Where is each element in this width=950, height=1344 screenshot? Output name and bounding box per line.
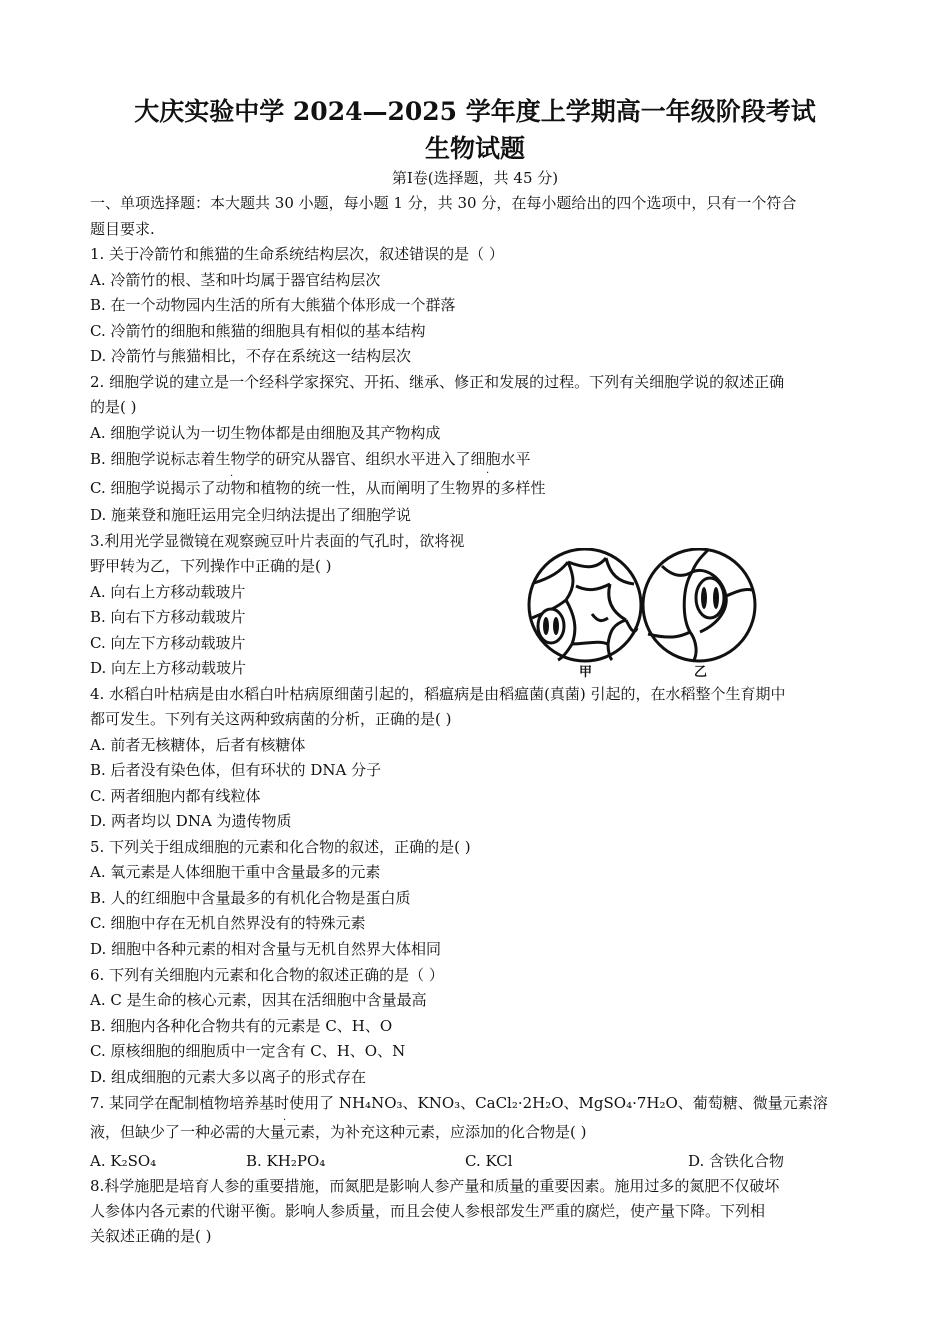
question-6-option-d: D. 组成细胞的元素大多以离子的形式存在 [90,1068,367,1086]
question-2-option-b: B. 细胞学说标志着生物学的研究从器官、组织水平进入了细胞水平 [90,450,531,468]
question-7-stem-cont: 液，但缺少了一种必需的大量元素，为补充这种元素，应添加的化合物是( ) [90,1123,587,1141]
question-3-option-d: D. 向左上方移动载玻片 [90,659,247,677]
question-7-option-d: D. 含铁化合物 [688,1152,785,1170]
question-5-stem: 5. 下列关于组成细胞的元素和化合物的叙述，正确的是( ) [90,838,471,856]
question-7-option-b: B. KH₂PO₄ [246,1152,326,1170]
part-label: 第Ⅰ卷(选择题，共 45 分) [391,169,559,187]
question-1-option-b: B. 在一个动物园内生活的所有大熊猫个体形成一个群落 [90,296,456,314]
question-4-option-a: A. 前者无核糖体，后者有核糖体 [90,736,306,754]
question-5-option-a: A. 氧元素是人体细胞干重中含量最多的元素 [90,863,381,881]
question-3-option-c: C. 向左下方移动载玻片 [90,634,246,652]
question-8-stem: 8.科学施肥是培育人参的重要措施，而氮肥是影响人参产量和质量的重要因素。施用过多的氮肥不仅破坏 [90,1177,780,1195]
question-4-option-d: D. 两者均以 DNA 为遗传物质 [90,812,292,830]
question-5-option-d: D. 细胞中各种元素的相对含量与无机自然界大体相同 [90,940,442,958]
emphasis-dot: · [486,468,490,479]
question-2-stem: 2. 细胞学说的建立是一个经科学家探究、开拓、继承、修正和发展的过程。下列有关细胞学说的叙述正确 [90,373,785,391]
question-5-option-c: C. 细胞中存在无机自然界没有的特殊元素 [90,914,366,932]
stoma-large-icon [696,578,724,618]
question-3-stem-cont: 野甲转为乙，下列操作中正确的是( ) [90,557,332,575]
question-6-stem: 6. 下列有关细胞内元素和化合物的叙述正确的是（ ） [90,966,444,984]
figure-label-jia: 甲 [579,665,593,680]
question-1-stem: 1. 关于冷箭竹和熊猫的生命系统结构层次，叙述错误的是（ ） [90,245,504,263]
question-3-stem: 3.利用光学显微镜在观察豌豆叶片表面的气孔时，欲将视 [90,532,465,550]
question-6-option-b: B. 细胞内各种化合物共有的元素是 C、H、O [90,1017,393,1035]
question-2-option-a: A. 细胞学说认为一切生物体都是由细胞及其产物构成 [90,424,441,442]
stoma-small-icon [538,609,564,643]
question-6-option-c: C. 原核细胞的细胞质中一定含有 C、H、O、N [90,1042,406,1060]
question-2-stem-cont: 的是( ) [90,398,137,416]
question-6-option-a: A. C 是生命的核心元素，因其在活细胞中含量最高 [90,991,427,1009]
question-2-option-c: C. 细胞学说揭示了动物和植物的统一性，从而阐明了生物界的多样性 [90,479,546,497]
section-instructions-cont: 题目要求. [90,220,155,238]
question-7-option-c: C. KCl [465,1152,513,1170]
question-5-option-b: B. 人的红细胞中含量最多的有机化合物是蛋白质 [90,889,411,907]
question-3-option-b: B. 向右下方移动载玻片 [90,608,246,626]
subject-title: 生物试题 [424,134,525,163]
question-4-stem: 4. 水稻白叶枯病是由水稻白叶枯病原细菌引起的，稻瘟病是由稻瘟菌(真菌) 引起的，在水稻整个生育期中 [90,685,786,703]
question-1-option-c: C. 冷箭竹的细胞和熊猫的细胞具有相似的基本结构 [90,322,426,340]
emphasis-dot: · [230,471,234,482]
question-4-stem-cont: 都可发生。下列有关这两种致病菌的分析，正确的是( ) [90,710,452,728]
figure-label-yi: 乙 [694,665,708,680]
section-instructions: 一、单项选择题：本大题共 30 小题，每小题 1 分，共 30 分，在每小题给出的四个选项中，只有一个符合 [90,194,797,212]
question-1-option-a: A. 冷箭竹的根、茎和叶均属于器官结构层次 [90,271,381,289]
question-3-option-a: A. 向右上方移动载玻片 [90,583,246,601]
exam-title: 大庆实验中学 2024—2025 学年度上学期高一年级阶段考试 [134,97,816,126]
question-7-option-a: A. K₂SO₄ [90,1152,157,1170]
question-4-option-c: C. 两者细胞内都有线粒体 [90,787,261,805]
view-jia [529,549,641,661]
question-1-option-d: D. 冷箭竹与熊猫相比，不存在系统这一结构层次 [90,347,412,365]
emphasis-dot: · [283,1115,287,1126]
question-8-stem-cont2: 关叙述正确的是( ) [90,1227,212,1245]
question-7-stem: 7. 某同学在配制植物培养基时使用了 NH₄NO₃、KNO₃、CaCl₂·2H₂O、MgSO₄·7H₂O、葡萄糖、微量元素溶 [90,1094,828,1112]
question-8-stem-cont: 人参体内各元素的代谢平衡。影响人参质量，而且会使人参根部发生严重的腐烂，使产量下降。下列相 [90,1202,766,1220]
microscope-view-figure [522,548,762,683]
question-2-option-d: D. 施莱登和施旺运用完全归纳法提出了细胞学说 [90,506,412,524]
question-4-option-b: B. 后者没有染色体，但有环状的 DNA 分子 [90,761,382,779]
